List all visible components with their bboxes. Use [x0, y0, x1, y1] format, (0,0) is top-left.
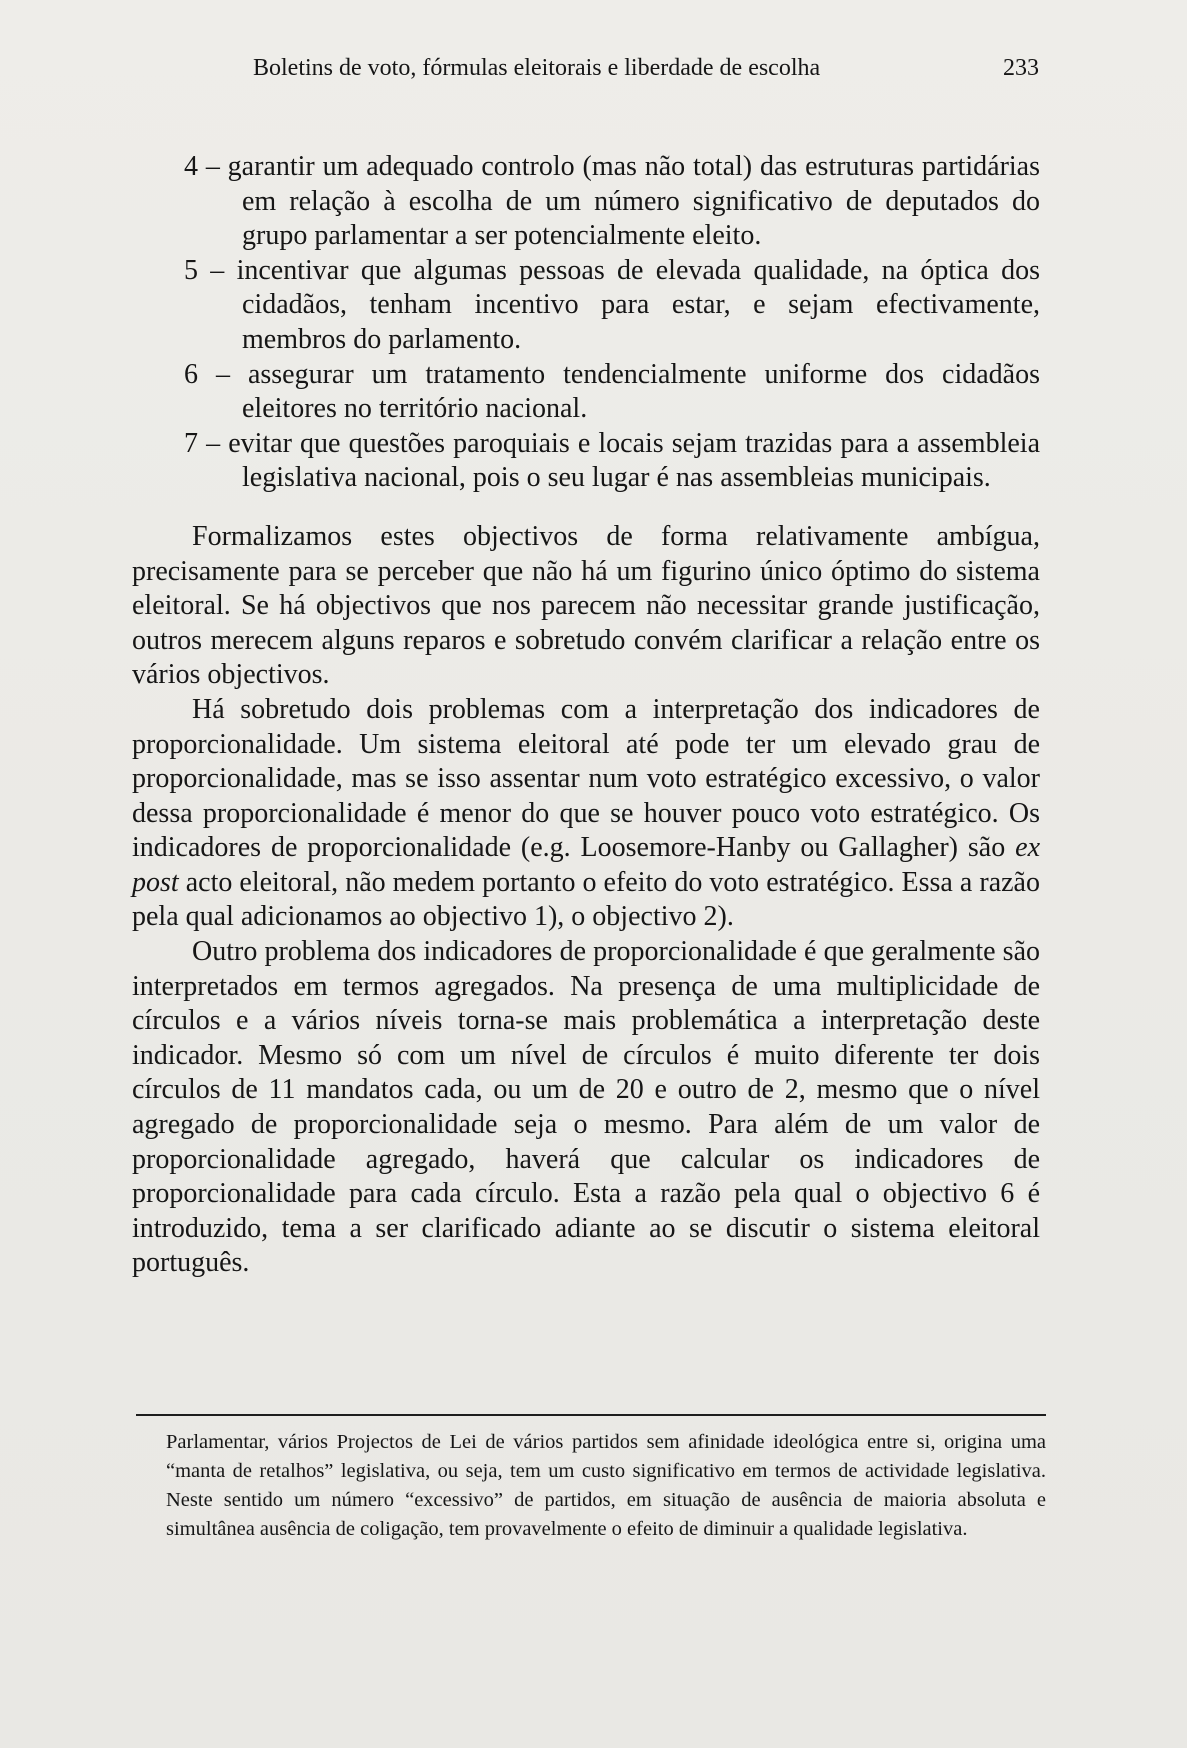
- paragraph-text: Há sobretudo dois problemas com a interpretação dos indicadores de proporcionalidade. Um sistema eleitoral até pode ter um elevado grau de proporcionalidade, mas se isso assentar num voto estratégico excessivo, o valor dessa proporcionalidade é menor do que se houver pouco voto estratégico. Os indicadores de proporcionalidade (e.g. Loosemore-Hanby ou Gallagher) são: [132, 693, 1040, 864]
- list-item-4: 4 – garantir um adequado controlo (mas não total) das estruturas partidárias em relação à escolha de um número significativo de deputados do grupo parlamentar a ser potencialmente eleito.: [184, 151, 1040, 252]
- main-text: [132, 150, 1040, 1281]
- running-title: Boletins de voto, fórmulas eleitorais e liberdade de escolha: [253, 55, 821, 81]
- paragraph-text: acto eleitoral, não medem portanto o efeito do voto estratégico. Essa a razão pela qual adicionamos ao objectivo 1), o objectivo 2).: [132, 866, 1040, 933]
- running-head: [253, 50, 1039, 86]
- footnote: Parlamentar, vários Projectos de Lei de vários partidos sem afinidade ideológica entre si, origina uma “manta de retalhos” legislativa, ou seja, tem um custo significativo em termos de actividade legislativa. Neste sentido um número “excessivo” de partidos, em situação de ausência de maioria absoluta e simultânea ausência de coligação, tem provavelmente o efeito de diminuir a qualidade legislativa.: [166, 1431, 1046, 1540]
- list-item-6: 6 – assegurar um tratamento tendencialmente uniforme dos cidadãos eleitores no território nacional.: [184, 358, 1040, 425]
- footnote-divider: [136, 1414, 1046, 1416]
- paragraph-proportionality-problems: [132, 693, 1040, 935]
- paragraph-aggregate-indicators: Outro problema dos indicadores de proporcionalidade é que geralmente são interpretados em termos agregados. Na presença de uma multiplicidade de círculos e a vários níveis torna-se mais problemática a interpretação deste indicador. Mesmo só com um nível de círculos é muito diferente ter dois círculos de 11 mandatos cada, ou um de 20 e outro de 2, mesmo que o nível agregado de proporcionalidade seja o mesmo. Para além de um valor de proporcionalidade agregado, haverá que calcular os indicadores de proporcionalidade para cada círculo. Esta a razão pela qual o objectivo 6 é introduzido, tema a ser clarificado adiante ao se discutir o sistema eleitoral português.: [132, 936, 1040, 1279]
- list-item-7: 7 – evitar que questões paroquiais e locais sejam trazidas para a assembleia legislativa nacional, pois o seu lugar é nas assembleias municipais.: [184, 427, 1040, 494]
- list-item-5: 5 – incentivar que algumas pessoas de elevada qualidade, na óptica dos cidadãos, tenham incentivo para estar, e sejam efectivamente, membros do parlamento.: [184, 254, 1040, 355]
- paragraph-objectives: Formalizamos estes objectivos de forma relativamente ambígua, precisamente para se perceber que não há um figurino único óptimo do sistema eleitoral. Se há objectivos que nos parecem não necessitar grande justificação, outros merecem alguns reparos e sobretudo convém clarificar a relação entre os vários objectivos.: [132, 520, 1040, 691]
- italic-term: ex post: [132, 832, 1040, 898]
- page-number: 233: [1003, 55, 1039, 81]
